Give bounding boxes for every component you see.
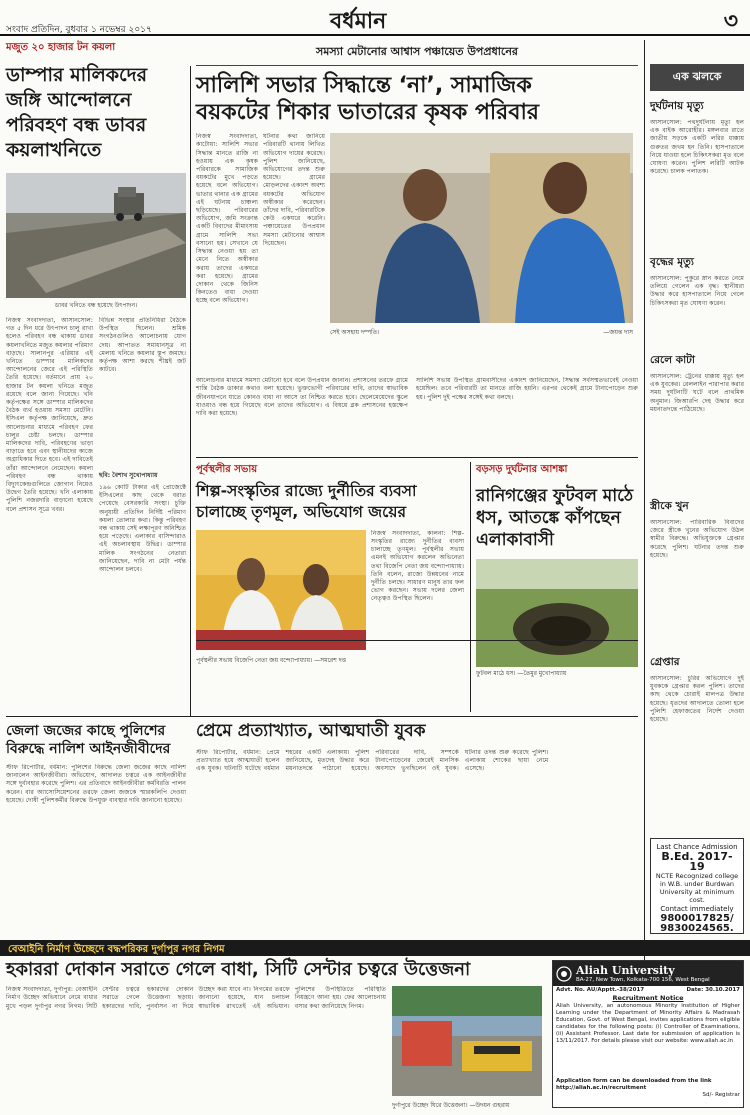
sidebar-item-headline: বৃদ্ধের মৃত্যু — [650, 256, 694, 268]
photo-caption: ফুটবল মাঠে ধস। —তৈমুর মুখোপাধ্যায় — [476, 670, 567, 677]
story-body-continued: ১৯৬ কোটি টাকার এই প্রোজেক্টে ইসিএলের কাছ থেকে বরাত পেয়েছে বেসরকারি সংস্থা। চুক্তি অনুযায়ী প্রতিদিন নির্দিষ্ট পরিমাণ কয়লা তোলার কথা। কিন্তু পরিবহণ বন্ধ থাকায় সেই লক্ষ্যপূরণ অনিশ্চিত হয়ে পড়েছে। এলাকার বাসিন্দারাও এই অচলাবস্থায় উদ্বিগ্ন। ডাম্পার মালিক সংগঠনের নেতারা জানিয়েছেন, দাবি না মেটা পর্যন্ত আন্দোলন চলবে। — [99, 484, 186, 574]
field-collapse-photo — [476, 559, 638, 667]
story-body: সালিশি সভায় উপস্থিত গ্রামবাসীদের একাংশ জানিয়েছেন, সিদ্ধান্ত সর্বসম্মতভাবেই নেওয়া হয়েছিল। তবে পরিবারটি তা মানতে রাজি হয়নি। এরপর থেকেই গ্রামে টানাপোড়েন শুরু হয়। পুলিশ দুই পক্ষের সঙ্গেই কথা বলছে। — [416, 377, 638, 401]
bed-admission-ad — [650, 838, 744, 934]
story-kicker: পূর্বস্থলীর সভায় — [196, 464, 258, 475]
city-centre-photo — [392, 986, 542, 1096]
court-story — [6, 722, 186, 944]
ad-notice: Recruitment Notice — [612, 994, 684, 1002]
column-divider — [470, 462, 471, 712]
story-body: ঘটনার কথা জানিয়ে পরিবারটি থানায় লিখিত অভিযোগ দায়ের করেছে। পুলিশ জানিয়েছে, অভিযোগের তদন্ত শুরু হয়েছে। গ্রামের মোড়লদের একাংশ অবশ্য বয়কটের অভিযোগ অস্বীকার করেছেন। তাঁদের দাবি, পরিবারটিকে কেউ একঘরে করেনি। পঞ্চায়েতের উপপ্রধান সমস্যা মেটানোর আশ্বাস দিয়েছেন। — [263, 133, 325, 247]
story-kicker: মজুত ২০ হাজার টন কয়লা — [6, 42, 116, 53]
story-headline: হকাররা দোকান সরাতে গেলে বাধা, সিটি সেন্টার চত্বরে উত্তেজনা — [6, 959, 471, 980]
ad-footer: Application form can be downloaded from the link http://aliah.ac.in/recruitment — [556, 1078, 712, 1091]
story-body: নিজস্ব সংবাদদাতা, আসানসোল: গত ৫ দিন ধরে উৎপাদন চালু রাখা হলেও পরিবহণ বন্ধ থাকায় ডাবর কয়লাখনিতে মজুত কয়লার পরিমাণ বাড়ছে। সালানপুর এরিয়ার এই খনিতে ডাম্পার মালিকদের আন্দোলনের জেরে এই পরিস্থিতি তৈরি হয়েছে। বর্তমানে প্রায় ২০ হাজার টন কয়লা খনিতে মজুত রয়েছে বলে জানা গিয়েছে। খনি কর্তৃপক্ষের সঙ্গে ডাম্পার মালিকদের বৈঠক ব্যর্থ হওয়ায় সমস্যা মেটেনি। ইসিএল কর্তৃপক্ষ জানিয়েছে, দ্রুত আলোচনার মাধ্যমে পরিবহণ ফের চালুর চেষ্টা চলছে। ডাম্পার মালিকদের দাবি, পরিবহণের ভাড়া বাড়াতে হবে এবং স্থানীয়দের কাজে অগ্রাধিকার দিতে হবে। এই দাবিতেই তাঁরা আন্দোলনে নেমেছেন। কয়লা পরিবহণ বন্ধ থাকায় বিদ্যুৎকেন্দ্রগুলিতে জোগান নিয়েও উদ্বেগ তৈরি হয়েছে। খনি এলাকায় পুলিশি নজরদারি বাড়ানো হয়েছে বলে প্রশাসন সূত্রে খবর। — [6, 317, 93, 513]
story-body: নিজস্ব সংবাদদাতা, কাটোয়া: সালিশি সভার সিদ্ধান্ত মানতে রাজি না হওয়ায় এক কৃষক পরিবারকে সামাজিক বয়কটের মুখে পড়তে হয়েছে বলে অভিযোগ। ভাতার থানার এক গ্রামের এই ঘটনায় চাঞ্চল্য ছড়িয়েছে। পরিবারের অভিযোগ, জমি সংক্রান্ত একটি বিবাদের মীমাংসায় গ্রামে সালিশি সভা বসানো হয়। সেখানে যে সিদ্ধান্ত নেওয়া হয় তা মেনে নিতে অস্বীকার করায় তাদের একঘরে করা হয়েছে। গ্রামের দোকান থেকে জিনিস কিনতেও বাধা দেওয়া হচ্ছে বলে অভিযোগ। — [196, 133, 258, 305]
hawker-kicker-bar — [0, 940, 750, 956]
love-story — [196, 722, 638, 924]
story-body: নিজস্ব সংবাদদাতা, কালনা: শিল্প-সংস্কৃতির রাজ্যে দুর্নীতির ব্যবসা চালাচ্ছে তৃণমূল। পূর্বস্থলীর সভায় এমনই অভিযোগ করলেন অভিনেতা তথা বিজেপি নেতা জয় বন্দ্যোপাধ্যায়। তিনি বলেন, রাজ্যে উন্নয়নের নামে দুর্নীতি চলছে। সাধারণ মানুষ তার ফল ভোগ করছেন। সভায় দলের জেলা নেতৃত্বও উপস্থিত ছিলেন। — [371, 529, 464, 603]
ad-advt-no: Advt. No. AU/Apptt.-38/2017 — [556, 987, 645, 993]
sidebar-item-body: আসানসোল: পথদুর্ঘটনায় মৃত্যু হল এক বাইক আরোহীর। মঙ্গলবার রাতে জাতীয় সড়কে একটি লরির ধাক্কায় গুরুতর জখম হন তিনি। হাসপাতালে নিয়ে যাওয়া হলে চিকিৎসকরা মৃত বলে ঘোষণা করেন। পুলিশ লরিটি আটক করেছে। চালক পলাতক। — [650, 119, 744, 176]
sidebar — [650, 64, 744, 795]
ad-line: NCTE Recognized college in W.B. under Burdwan University at minimum cost. — [655, 872, 739, 904]
rally-photo — [196, 530, 366, 650]
story-body: স্টাফ রিপোর্টার, বর্ধমান: প্রেমে প্রত্যাখ্যাত হয়ে আত্মঘাতী হলেন এক যুবক। ঘটনাটি ঘটেছে বর্ধমান শহরের একটি এলাকায়। পুলিশ জানিয়েছে, মৃতদেহ উদ্ধার করে ময়নাতদন্তে পাঠানো হয়েছে। পরিবারের দাবি, সম্পর্কে টানাপোড়েনের জেরেই মানসিক অবসাদে ভুগছিলেন ওই যুবক। ঘটনার তদন্ত শুরু করেছে পুলিশ। এলাকায় শোকের ছায়া নেমে এসেছে। — [196, 749, 549, 773]
masthead — [0, 0, 750, 36]
story-body-continued: বিভিন্ন সংস্থার প্রতিনিধিরা বৈঠকে উপস্থিত ছিলেন। শ্রমিক সংগঠনগুলিও আলোচনায় যোগ দেয়। আপাতত সমাধানসূত্র না মেলায় খনিতে কয়লার স্তূপ জমছে। কর্তৃপক্ষ আশা করছে শীঘ্রই জট কাটবে। — [99, 317, 186, 374]
photo-caption: ডাবর খনিতে বন্ধ হয়েছে উৎপাদন। — [54, 302, 138, 309]
story-kicker: বড়সড় দুর্ঘটনার আশঙ্কা — [476, 464, 568, 475]
couple-photo — [330, 133, 633, 323]
sidebar-item-body: আসানসোল: চুরির অভিযোগে দুই যুবককে গ্রেপ্তার করল পুলিশ। তাদের কাছ থেকে চোরাই মালপত্র উদ্ধার হয়েছে। ধৃতদের আদালতে তোলা হলে পুলিশি হেফাজতের নির্দেশ দেওয়া হয়েছে। — [650, 675, 744, 724]
sidebar-title: এক ঝলকে — [650, 64, 744, 91]
sidebar-item-body: আসানসোল: পারিবারিক বিবাদের জেরে স্ত্রীকে খুনের অভিযোগ উঠল স্বামীর বিরুদ্ধে। অভিযুক্তকে গ্রেপ্তার করেছে পুলিশ। ঘটনার তদন্ত শুরু হয়েছে। — [650, 519, 744, 559]
masthead-date: সংবাদ প্রতিদিন, বুধবার ১ নভেম্বর ২০১৭ — [6, 25, 152, 35]
left-story — [6, 40, 186, 706]
story-headline: শিল্প-সংস্কৃতির রাজ্যে দুর্নীতির ব্যবসা — [196, 482, 417, 500]
ad-subtitle: BA-27, New Town, Kolkata-700 156, West Bengal — [576, 977, 710, 983]
sidebar-item-headline: গ্রেপ্তার — [650, 656, 680, 668]
story-headline: চালাচ্ছে তৃণমূল, অভিযোগ জয়ের — [196, 503, 407, 522]
story-body: স্টাফ রিপোর্টার, বর্ধমান: পুলিশের বিরুদ্ধে জেলা জজের কাছে নালিশ জানালেন আইনজীবীরা। অভিযোগ, আদালত চত্বরে এক আইনজীবীর সঙ্গে দুর্ব্যবহার করেছে পুলিশ। এর প্রতিবাদে আইনজীবীরা কর্মবিরতি পালন করেন। বার অ্যাসোসিয়েশনের তরফে জেলা জজকে স্মারকলিপি দেওয়া হয়েছে। দোষী পুলিশকর্মীর বিরুদ্ধে উপযুক্ত ব্যবস্থার দাবি জানানো হয়েছে। — [6, 764, 186, 804]
photo-caption: দুর্গাপুরে উচ্ছেদ ঘিরে উত্তেজনা। —উদয়ন গুহরায় — [392, 1102, 510, 1110]
sidebar-item-body: আসানসোল: ট্রেনের ধাক্কায় মৃত্যু হল এক যুবকের। রেললাইন পারাপার করার সময় দুর্ঘটনাটি ঘটে বলে প্রাথমিক অনুমান। জিআরপি দেহ উদ্ধার করে ময়নাতদন্তে পাঠিয়েছে। — [650, 373, 744, 413]
photo-credit: —জয়ন্ত দাস — [603, 329, 633, 337]
ad-phone: 9800017825/ — [660, 913, 734, 924]
ad-line: B.Ed. 2017-19 — [661, 850, 733, 873]
photo-byline: ছবি: বৈশাখ সুখোপাধ্যায় — [99, 472, 158, 479]
photo-caption: পূর্বস্থলীর সভায় বিজেপি নেতা জয় বন্দ্যোপাধ্যায়। —সমরেশ দত্ত — [196, 656, 347, 664]
hawker-story — [6, 960, 546, 1111]
story-headline: রানিগঞ্জের ফুটবল মাঠে ধস, আতঙ্কে কাঁপছেন এলাকাবাসী — [476, 486, 634, 550]
page-number: ৩ — [723, 9, 738, 34]
story-headline: জেলা জজের কাছে পুলিশের বিরুদ্ধে নালিশ আইনজীবীদের — [6, 723, 171, 757]
story-headline: ডাম্পার মালিকদের জঙ্গি আন্দোলনে পরিবহণ বন্ধ ডাবর কয়লাখনিতে — [6, 64, 148, 161]
section-divider — [6, 716, 638, 717]
ad-date: Date: 30.10.2017 — [686, 987, 740, 993]
sidebar-item-headline: স্ত্রীকে খুন — [650, 500, 689, 512]
sidebar-item-headline: রেলে কাটা — [650, 354, 695, 366]
football-story — [476, 462, 638, 679]
university-emblem-icon — [556, 966, 572, 982]
ad-title: Aliah University — [576, 964, 675, 977]
sidebar-item-headline: দুর্ঘটনায় মৃত্যু — [650, 100, 704, 112]
culture-story — [196, 462, 464, 666]
column-divider — [644, 40, 645, 1040]
photo-caption: সেই অসহায় দম্পতি। — [330, 329, 380, 337]
ad-phone: 9830024565. — [660, 923, 734, 934]
ad-body: Aliah University, an autonomous Minority institution of Higher Learning under the Department of Minority Affairs & Madrasah Education, Govt. of West Bengal, invites applications from eligible candidates for the following posts: (i) Controller of Examinations, (ii) Assistant Professor. Last date for submission of application is 13/11/2017. For details please visit our website: www.aliah.ac.in — [556, 1003, 740, 1044]
story-kicker: সমস্যা মেটানোর আশ্বাস পঞ্চায়েত উপপ্রধানের — [316, 45, 518, 58]
aliah-university-ad — [552, 960, 744, 1108]
story-body: আলোচনার মাধ্যমে সমস্যা মেটানো হবে বলে উপপ্রধান জানান। প্রশাসনের তরফে গ্রামে শান্তি বৈঠক ডাকার কথাও বলা হয়েছে। ভুক্তভোগী পরিবারের দাবি, তাদের স্বাভাবিক জীবনযাপনে যাতে কোনও বাধা না আসে তা নিশ্চিত করতে হবে। ছেলেমেয়েদের স্কুলে যাওয়াও বন্ধ হয়ে গিয়েছে বলে তাদের অভিযোগ। এ বিষয়ে ব্লক প্রশাসনের হস্তক্ষেপ দাবি করা হয়েছে। — [196, 377, 408, 418]
story-headline: বয়কটের শিকার ভাতারের কৃষক পরিবার — [196, 99, 540, 125]
column-divider — [190, 66, 191, 716]
section-divider — [196, 457, 638, 458]
ad-line: Contact immediately — [660, 905, 734, 913]
main-story — [196, 40, 638, 457]
ad-line: Last Chance Admission — [656, 843, 738, 851]
story-headline: প্রেমে প্রত্যাখ্যাত, আত্মঘাতী যুবক — [196, 721, 426, 741]
story-body: নিজস্ব সংবাদদাতা, দুর্গাপুর: বেআইনি নির্মাণ উচ্ছেদ অভিযানে নেমে বাধার মুখে পড়ল দুর্গাপুর নগর নিগম। সিটি সেন্টার চত্বরে হকারদের দোকান সরাতে গেলে উত্তেজনা ছড়ায়। হকারদের দাবি, পুনর্বাসন না দিয়ে উচ্ছেদ করা যাবে না। নিগমের তরফে জানানো হয়েছে, যান চলাচল স্বাভাবিক রাখতেই এই অভিযান। পুলিশের উপস্থিতিতে পরিস্থিতি নিয়ন্ত্রণে আনা হয়। ফের আলোচনায় বসার কথা জানিয়েছে নিগম। — [6, 986, 386, 1010]
masthead-title: বর্ধমান — [330, 9, 387, 34]
section-divider — [196, 640, 638, 641]
ad-signature: Sd/- Registrar — [702, 1092, 740, 1098]
story-headline: সালিশি সভার সিদ্ধান্তে ‘না’, সামাজিক — [196, 73, 532, 98]
story-kicker: বেআইনি নির্মাণ উচ্ছেদে বদ্ধপরিকর দুর্গাপুর নগর নিগম — [8, 944, 225, 955]
mine-photo — [6, 173, 186, 298]
sidebar-item-body: আসানসোল: পুকুরে স্নান করতে নেমে তলিয়ে গেলেন এক বৃদ্ধ। স্থানীয়রা উদ্ধার করে হাসপাতালে নিয়ে গেলে চিকিৎসকরা মৃত ঘোষণা করেন। — [650, 275, 744, 307]
